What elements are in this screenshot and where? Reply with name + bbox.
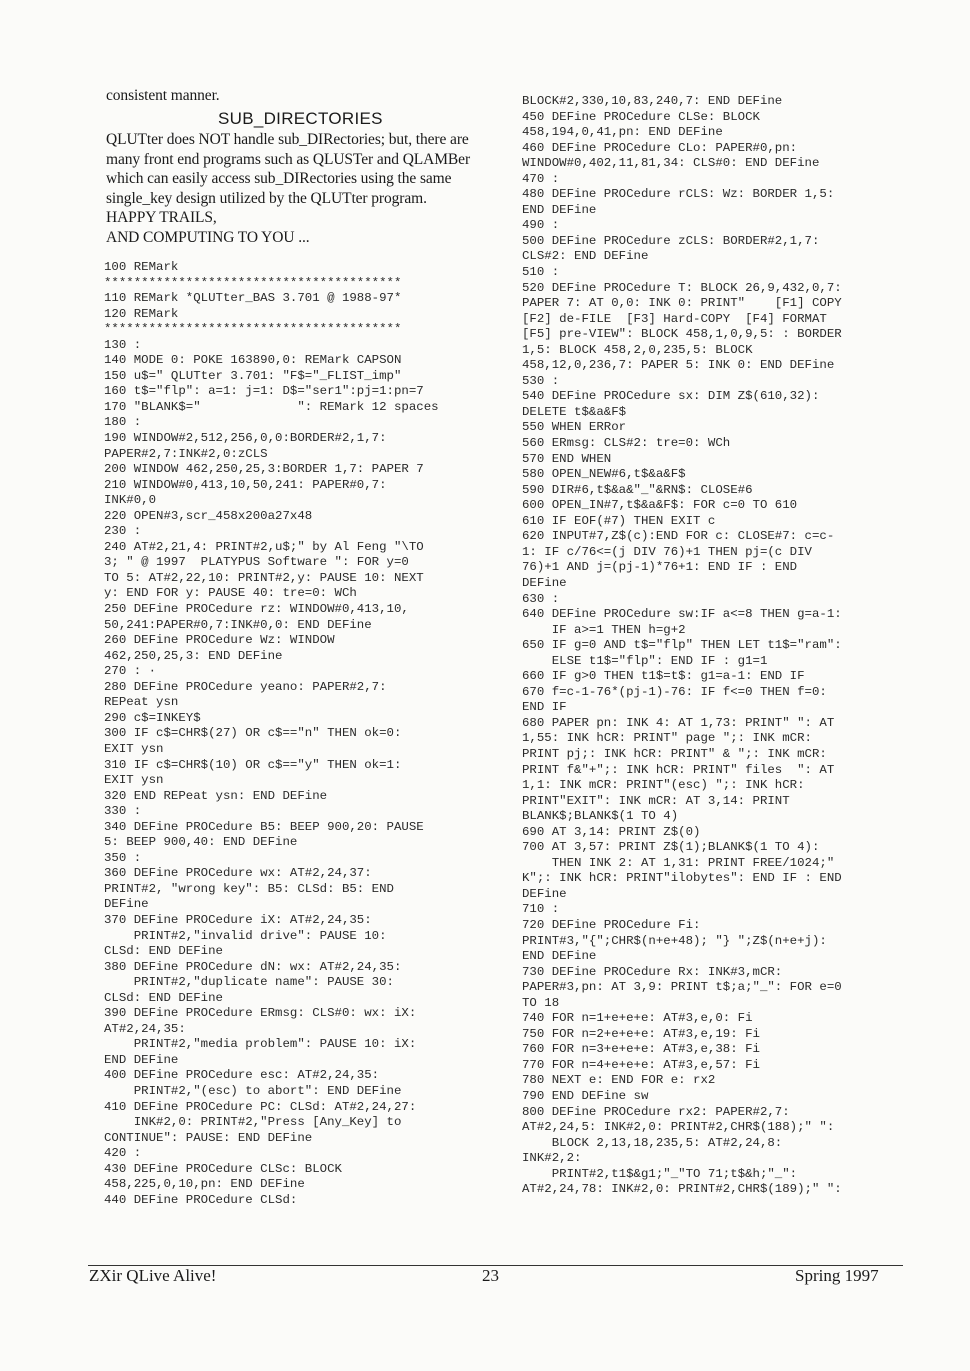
code-listing-right: BLOCK#2,330,10,83,240,7: END DEFine 450 DEFine PROCedure CLSe: BLOCK 458,194,0,41,pn: END DEFine 460 DEFine PROCedure CLo: PAPER#0,pn: WINDOW#0,402,11,81,34: CLS#0: END DEFine 470 : 480 DEFine PROCedure rCLS: Wz: BORDER 1,5: END DEFine 490 : 500 DEFine PROCedure zCLS: BORDER#2,1,7: CLS#2: END DEFine 510 : 520 DEFine PROCedure T: BLOCK 26,9,432,0,7: PAPER 7: AT 0,0: INK 0: PRINT" [F1] COPY [F2] de-FILE [F3] Hard-COPY [F4] FORMAT [F5] pre-VIEW": BLOCK 458,1,0,9,5: : BORDER 1,5: BLOCK 458,2,0,235,5: BLOCK 458,12,0,236,7: PAPER 5: INK 0: END DEFine 530 : 540 DEFine PROCedure sx: DIM Z$(610,32): DELETE t$&a&F$ 550 WHEN ERRor 560 ERmsg: CLS#2: tre=0: WCh 570 END WHEN 580 OPEN_NEW#6,t$&a&F$ 590 DIR#6,t$&a&"_"&RN$: CLOSE#6 600 OPEN_IN#7,t$&a&F$: FOR c=0 TO 610 610 IF EOF(#7) THEN EXIT c 620 INPUT#7,Z$(c):END FOR c: CLOSE#7: c=c- 1: IF c/76<=(j DIV 76)+1 THEN pj=(c DIV 76)+1 AND j=(pj-1)*76+1: END IF : END DEFine 630 : 640 DEFine PROCedure sw:IF a<=8 THEN g=a-1: IF a>=1 THEN h=g+2 650 IF g=0 AND t$="flp" THEN LET t1$="ram": ELSE t1$="flp": END IF : g1=1 660 IF g>0 THEN t1$=t$: g1=a-1: END IF 670 f=c-1-76*(pj-1)-76: IF f<=0 THEN f=0: END IF 680 PAPER pn: INK 4: AT 1,73: PRINT" ": AT 1,55: INK hCR: PRINT" page ";: INK mCR: PRINT pj;: INK hCR: PRINT" & ";: INK mCR: PRINT f&"+";: INK hCR: PRINT" files ": AT 1,1: INK mCR: PRINT"(esc) ";: INK hCR: PRINT"EXIT": INK mCR: AT 3,14: PRINT BLANK$;BLANK$(1 TO 4) 690 AT 3,14: PRINT Z$(0) 700 AT 3,57: PRINT Z$(1);BLANK$(1 TO 4): THEN INK 2: AT 1,31: PRINT FREE/1024;" K";: INK hCR: PRINT"ilobytes": END IF : END DEFine 710 : 720 DEFine PROCedure Fi: PRINT#3,"{";CHR$(n+e+48); "} ";Z$(n+e+j): END DEFine 730 DEFine PROCedure Rx: INK#3,mCR: PAPER#3,pn: AT 3,9: PRINT t$;a;"_": FOR e=0 TO 18 740 FOR n=1+e+e+e: AT#3,e,0: Fi 750 FOR n=2+e+e+e: AT#3,e,19: Fi 760 FOR n=3+e+e+e: AT#3,e,38: Fi 770 FOR n=4+e+e+e: AT#3,e,57: Fi 780 NEXT e: END FOR e: rx2 790 END DEFine sw 800 DEFine PROCedure rx2: PAPER#2,7: AT#2,24,5: INK#2,0: PRINT#2,CHR$(188);" ": BLOCK 2,13,18,235,5: AT#2,24,8: INK#2,2: PRINT#2,t1$&g1;"_"TO 71;t$&h;"_": AT#2,24,78: INK#2,0: PRINT#2,CHR$(189);" ": bbox=[522, 94, 842, 1197]
magazine-title: ZXir QLive Alive! bbox=[89, 1266, 217, 1285]
issue-label: Spring 1997 bbox=[795, 1266, 879, 1285]
intro-line: consistent manner. bbox=[106, 87, 220, 104]
page-number: 23 bbox=[482, 1266, 499, 1285]
body-paragraph: QLUTter does NOT handle sub_DIRectories; but, there are many front end programs such as QLUSTer and QLAMBer which can easily access sub_DIRectories using the same single_key design utilized by the QLUTter program. HAPPY TRAILS, AND COMPUTING TO YOU ... bbox=[106, 131, 471, 246]
section-heading: SUB_DIRECTORIES bbox=[218, 109, 383, 128]
code-listing-left: 100 REMark **************************************** 110 REMark *QLUTter_BAS 3.701 @ 1988-97* 120 REMark **************************************** 130 : 140 MODE 0: POKE 163890,0: REMark CAPSON 150 u$=" QLUTter 3.701: "F$="_FLIST_imp" 160 t$="flp": a=1: j=1: D$="ser1":pj=1:pn=7 170 "BLANK$=" ": REMark 12 spaces 180 : 190 WINDOW#2,512,256,0,0:BORDER#2,1,7: PAPER#2,7:INK#2,0:zCLS 200 WINDOW 462,250,25,3:BORDER 1,7: PAPER 7 210 WINDOW#0,413,10,50,241: PAPER#0,7: INK#0,0 220 OPEN#3,scr_458x200a27x48 230 : 240 AT#2,21,4: PRINT#2,u$;" by Al Feng "\TO 3; " @ 1997 PLATYPUS Software ": FOR y=0 TO 5: AT#2,22,10: PRINT#2,y: PAUSE 10: NEXT y: END FOR y: PAUSE 40: tre=0: WCh 250 DEFine PROCedure rz: WINDOW#0,413,10, 50,241:PAPER#0,7:INK#0,0: END DEFine 260 DEFine PROCedure Wz: WINDOW 462,250,25,3: END DEFine 270 : · 280 DEFine PROCedure yeano: PAPER#2,7: REPeat ysn 290 c$=INKEY$ 300 IF c$=CHR$(27) OR c$=="n" THEN ok=0: EXIT ysn 310 IF c$=CHR$(10) OR c$=="y" THEN ok=1: EXIT ysn 320 END REPeat ysn: END DEFine 330 : 340 DEFine PROCedure B5: BEEP 900,20: PAUSE 5: BEEP 900,40: END DEFine 350 : 360 DEFine PROCedure wx: AT#2,24,37: PRINT#2, "wrong key": B5: CLSd: B5: END DEFine 370 DEFine PROCedure iX: AT#2,24,35: PRINT#2,"invalid drive": PAUSE 10: CLSd: END DEFine 380 DEFine PROCedure dN: wx: AT#2,24,35: PRINT#2,"duplicate name": PAUSE 30: CLSd: END DEFine 390 DEFine PROCedure ERmsg: CLS#0: wx: iX: AT#2,24,35: PRINT#2,"media problem": PAUSE 10: iX: END DEFine 400 DEFine PROCedure esc: AT#2,24,35: PRINT#2,"(esc) to abort": END DEFine 410 DEFine PROCedure PC: CLSd: AT#2,24,27: INK#2,0: PRINT#2,"Press [Any_Key] to CONTINUE": PAUSE: END DEFine 420 : 430 DEFine PROCedure CLSc: BLOCK 458,225,0,10,pn: END DEFine 440 DEFine PROCedure CLSd: bbox=[104, 260, 439, 1207]
